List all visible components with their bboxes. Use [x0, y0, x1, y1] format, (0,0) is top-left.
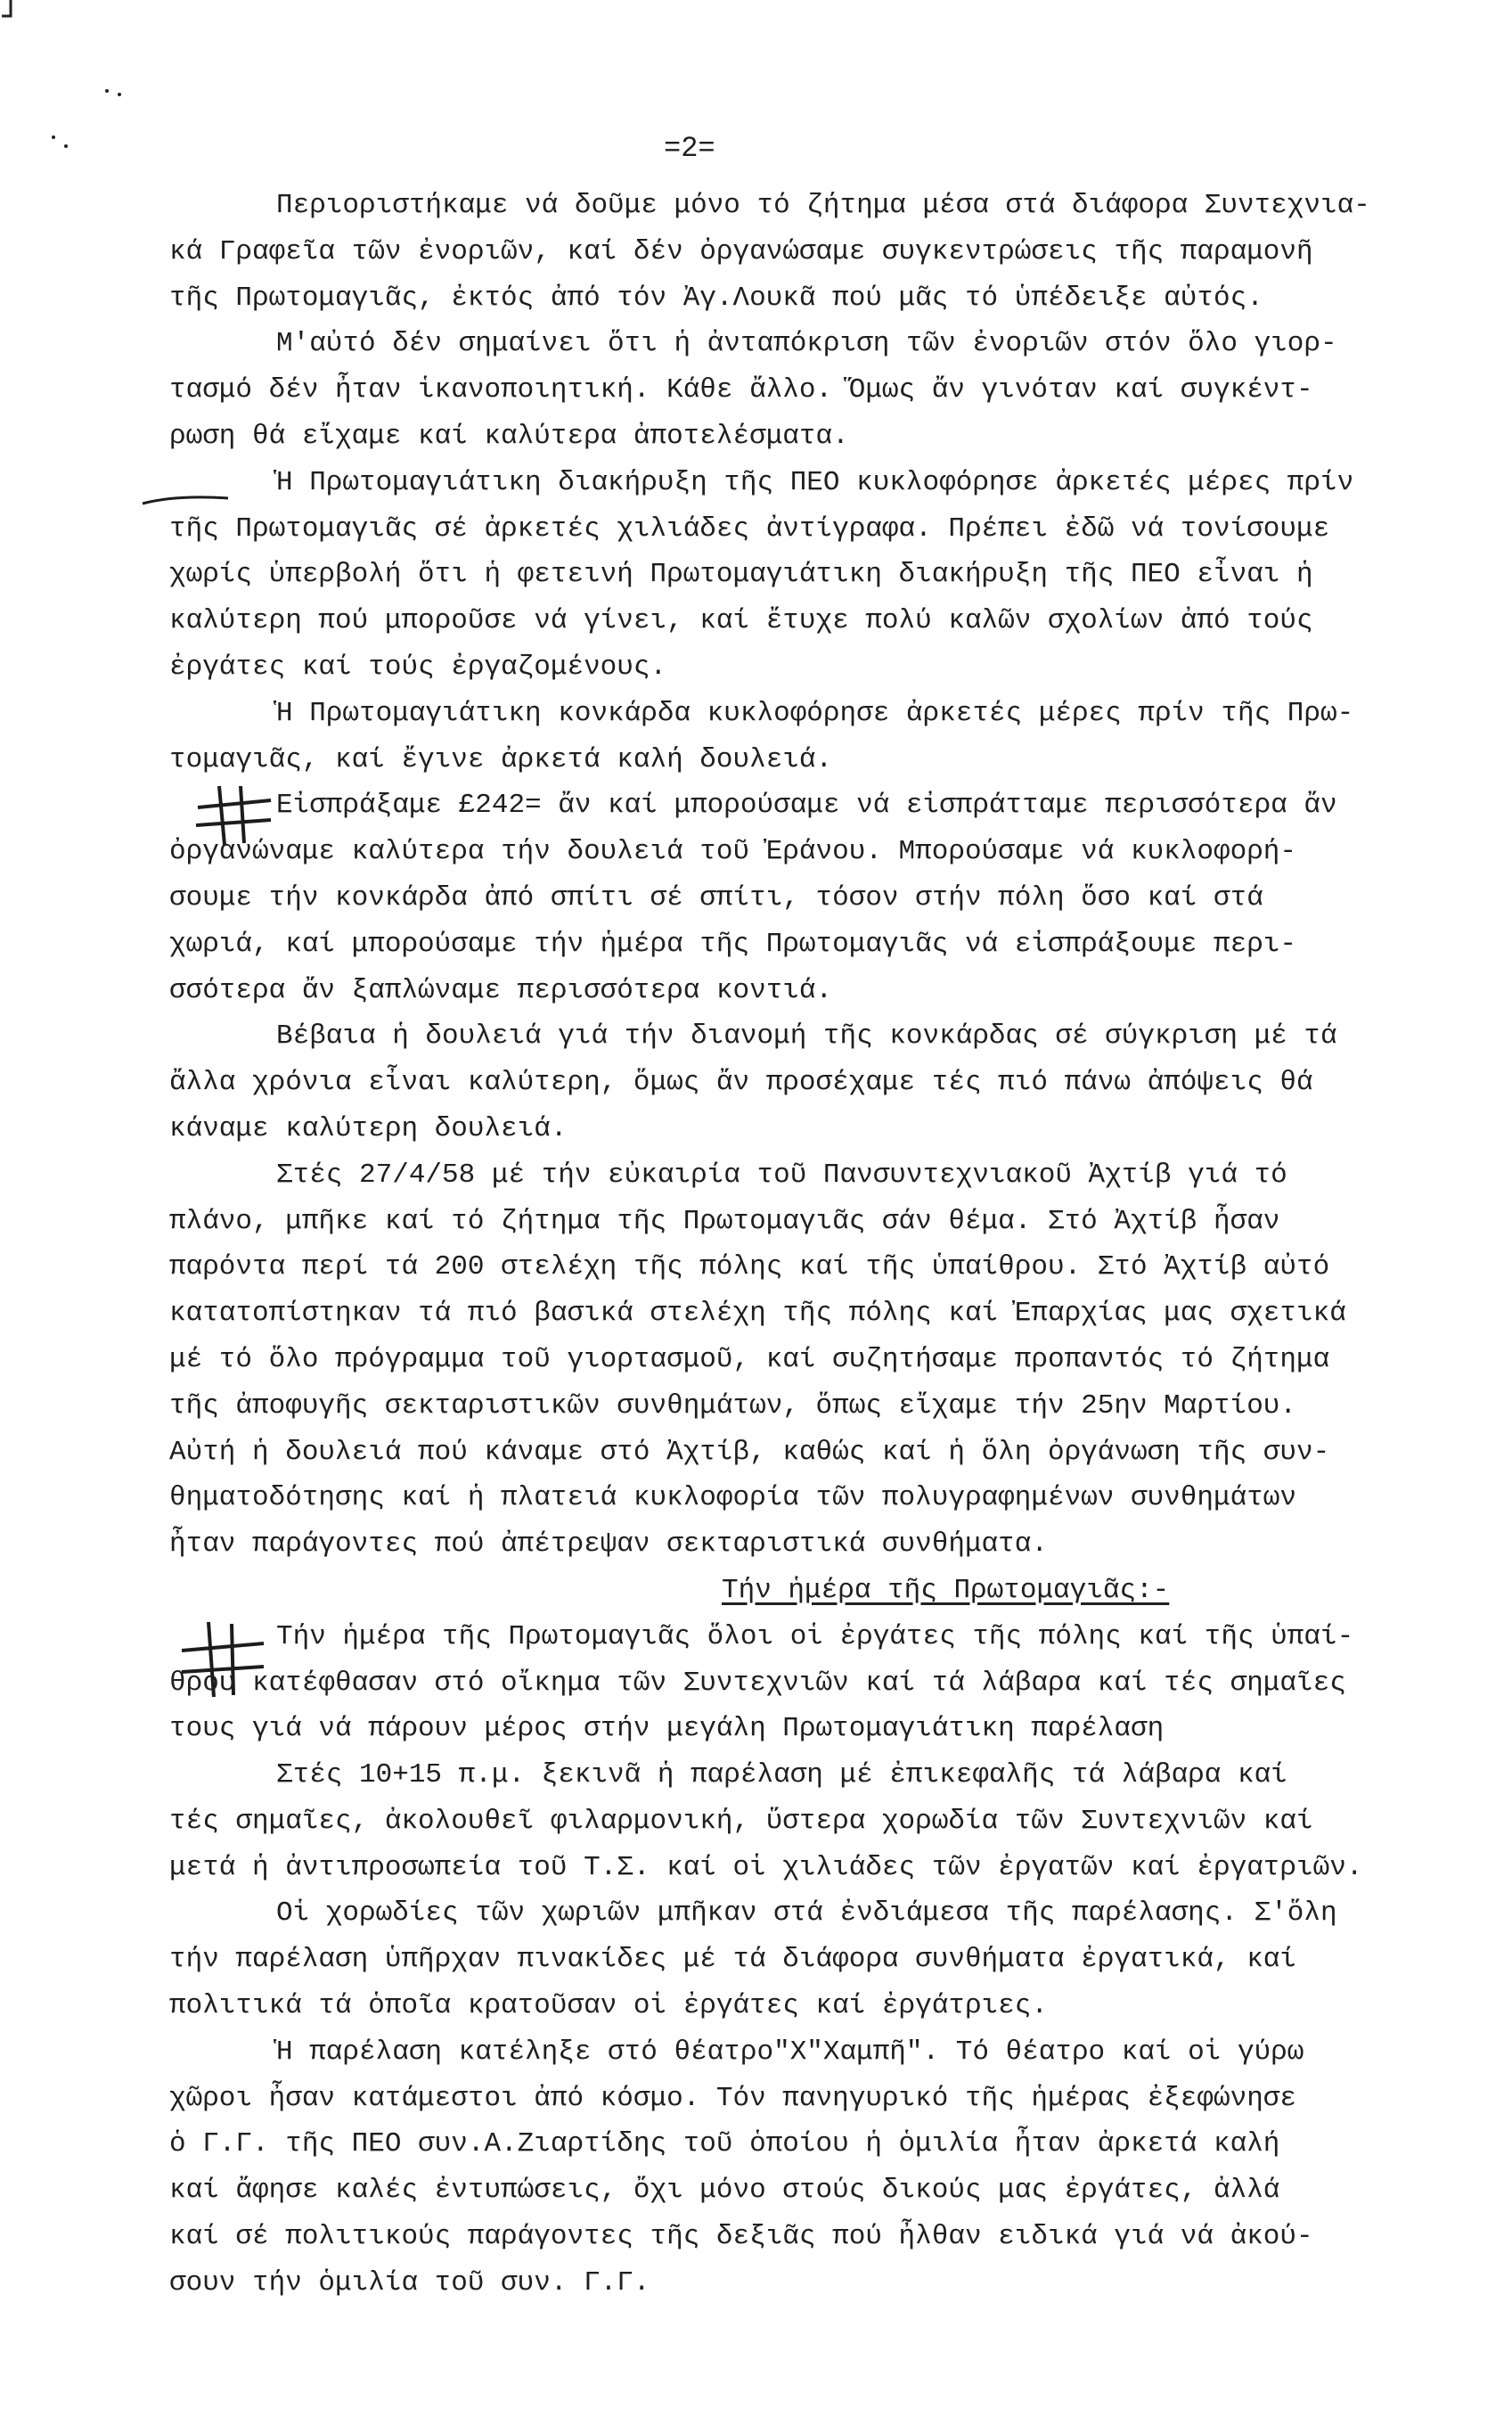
paragraph — [169, 2029, 1497, 2307]
text-line: ρωση θά εἴχαμε καί καλύτερα ἀποτελέσματα. — [169, 420, 849, 452]
text-line: κάναμε καλύτερη δουλειά. — [169, 1112, 568, 1144]
text-line: σσότερα ἄν ξαπλώναμε περισσότερα κοντιά. — [169, 974, 833, 1006]
paragraph — [169, 1752, 1497, 1890]
paragraph — [169, 1890, 1497, 2028]
text-line: καλύτερη πού μποροῦσε νά γίνει, καί ἔτυχε πολύ καλῶν σχολίων ἀπό τούς — [169, 605, 1313, 637]
paragraph — [169, 1152, 1497, 1568]
text-line: Βέβαια ἡ δουλειά γιά τήν διανομή τῆς κονκάρδας σέ σύγκριση μέ τά — [276, 1020, 1337, 1053]
text-line: τομαγιᾶς, καί ἔγινε ἀρκετά καλή δουλειά. — [169, 743, 833, 775]
page-number: =2= — [664, 132, 715, 165]
text-line: χωρίς ὑπερβολή ὅτι ἡ φετεινή Πρωτομαγιάτικη διακήρυξη τῆς ΠΕΟ εἶναι ἡ — [169, 559, 1313, 591]
text-line: Τήν ἡμέρα τῆς Πρωτομαγιᾶς ὅλοι οἱ ἐργάτες τῆς πόλης καί τῆς ὑπαί- — [276, 1620, 1354, 1652]
speck-mark — [105, 89, 109, 93]
text-line: ὁ Γ.Γ. τῆς ΠΕΟ συν.Α.Ζιαρτίδης τοῦ ὁποίου ἡ ὁμιλία ἦταν ἀρκετά καλή — [169, 2128, 1280, 2160]
text-line: πολιτικά τά ὁποῖα κρατοῦσαν οἱ ἐργάτες καί ἐργάτριες. — [169, 1990, 1048, 2022]
text-line: ἐργάτες καί τούς ἐργαζομένους. — [169, 651, 667, 683]
text-line: χῶροι ἦσαν κατάμεστοι ἀπό κόσμο. Τόν πανηγυρικό τῆς ἡμέρας ἐξεφώνησε — [169, 2082, 1297, 2114]
text-line: Μ'αὐτό δέν σημαίνει ὅτι ἡ ἀνταπόκριση τῶν ἐνοριῶν στόν ὅλο γιορ- — [276, 328, 1337, 360]
body-text — [169, 183, 1497, 2307]
speck-mark — [118, 93, 121, 96]
text-line: Περιοριστήκαμε νά δοῦμε μόνο τό ζήτημα μέσα στά διάφορα Συντεχνια- — [276, 190, 1370, 221]
text-line: Ἡ παρέλαση κατέληξε στό θέατρο"Χ"Χαμπῆ". Τό θέατρο καί οἱ γύρω — [276, 2036, 1304, 2068]
paragraph — [169, 321, 1497, 459]
text-line: Αὐτή ἡ δουλειά πού κάναμε στό Ἀχτίβ, καθώς καί ἡ ὅλη ὀργάνωση τῆς συν- — [169, 1436, 1330, 1468]
paragraph — [169, 1614, 1497, 1752]
text-line: μέ τό ὅλο πρόγραμμα τοῦ γιορτασμοῦ, καί συζητήσαμε προπαντός τό ζήτημα — [169, 1343, 1330, 1375]
text-line: καί ἄφησε καλές ἐντυπώσεις, ὄχι μόνο στούς δικούς μας ἐργάτες, ἀλλά — [169, 2175, 1280, 2207]
text-line: τασμό δέν ἦταν ἱκανοποιητική. Κάθε ἄλλο. Ὅμως ἄν γινόταν καί συγκέντ- — [169, 374, 1313, 406]
paragraphs-after — [169, 1614, 1497, 2307]
text-line: θρου κατέφθασαν στό οἴκημα τῶν Συντεχνιῶν καί τά λάβαρα καί τές σημαῖες — [169, 1667, 1346, 1699]
text-line: χωριά, καί μπορούσαμε τήν ἡμέρα τῆς Πρωτομαγιᾶς νά εἰσπράξουμε περι- — [169, 928, 1297, 960]
section-heading: Τήν ἡμέρα τῆς Πρωτομαγιᾶς:- — [722, 1574, 1170, 1606]
text-line: τῆς Πρωτομαγιᾶς σέ ἀρκετές χιλιάδες ἀντίγραφα. Πρέπει ἐδῶ νά τονίσουμε — [169, 512, 1330, 545]
text-line: θηματοδότησης καί ἡ πλατειά κυκλοφορία τῶν πολυγραφημένων συνθημάτων — [169, 1482, 1297, 1514]
corner-mark — [0, 0, 36, 36]
text-line: τῆς Πρωτομαγιᾶς, ἐκτός ἀπό τόν Ἀγ.Λουκᾶ πού μᾶς τό ὑπέδειξε αὐτός. — [169, 282, 1263, 314]
paragraphs-before — [169, 183, 1497, 1568]
paragraph — [169, 691, 1497, 783]
text-line: Ἡ Πρωτομαγιάτικη κονκάρδα κυκλοφόρησε ἀρκετές μέρες πρίν τῆς Πρω- — [276, 697, 1354, 729]
text-line: κά Γραφεῖα τῶν ἐνοριῶν, καί δέν ὀργανώσαμε συγκεντρώσεις τῆς παραμονῆ — [169, 235, 1313, 267]
paragraph — [169, 183, 1497, 321]
text-line: Εἰσπράξαμε £242= ἄν καί μπορούσαμε νά εἰσπράτταμε περισσότερα ἄν — [276, 790, 1337, 822]
text-line: ἦταν παράγοντες πού ἀπέτρεψαν σεκταριστικά συνθήματα. — [169, 1528, 1048, 1561]
text-line: τήν παρέλαση ὑπῆρχαν πινακίδες μέ τά διάφορα συνθήματα ἐργατικά, καί — [169, 1944, 1297, 1976]
text-line: Στές 27/4/58 μέ τήν εὐκαιρία τοῦ Πανσυντεχνιακοῦ Ἀχτίβ γιά τό — [276, 1159, 1287, 1191]
speck-mark — [64, 144, 68, 148]
text-line: παρόντα περί τά 200 στελέχη τῆς πόλης καί τῆς ὑπαίθρου. Στό Ἀχτίβ αὐτό — [169, 1251, 1330, 1283]
text-line: ὀργανώναμε καλύτερα τήν δουλειά τοῦ Ἐράνου. Μπορούσαμε νά κυκλοφορή- — [169, 836, 1297, 868]
text-line: Οἱ χορωδίες τῶν χωριῶν μπῆκαν στά ἐνδιάμεσα τῆς παρέλασης. Σ'ὅλη — [276, 1897, 1337, 1930]
text-line: καί σέ πολιτικούς παράγοντες τῆς δεξιᾶς πού ἦλθαν ειδικά γιά νά ἀκού- — [169, 2221, 1313, 2253]
text-line: σουν τήν ὁμιλία τοῦ συν. Γ.Γ. — [169, 2266, 650, 2298]
text-line: τές σημαῖες, ἀκολουθεῖ φιλαρμονική, ὕστερα χορωδία τῶν Συντεχνιῶν καί — [169, 1805, 1313, 1837]
paragraph — [169, 783, 1497, 1013]
text-line: κατατοπίστηκαν τά πιό βασικά στελέχη τῆς πόλης καί Ἐπαρχίας μας σχετικά — [169, 1298, 1346, 1330]
text-line: τῆς ἀποφυγῆς σεκταριστικῶν συνθημάτων, ὅπως εἴχαμε τήν 25ην Μαρτίου. — [169, 1389, 1297, 1422]
paragraph — [169, 460, 1497, 691]
text-line: Ἡ Πρωτομαγιάτικη διακήρυξη τῆς ΠΕΟ κυκλοφόρησε ἀρκετές μέρες πρίν — [276, 466, 1354, 498]
text-line: μετά ἡ ἀντιπροσωπεία τοῦ Τ.Σ. καί οἱ χιλιάδες τῶν ἐργατῶν καί ἐργατριῶν. — [169, 1851, 1363, 1883]
text-line: τους γιά νά πάρουν μέρος στήν μεγάλη Πρωτομαγιάτικη παρέλαση — [169, 1713, 1165, 1745]
paragraph — [169, 1013, 1497, 1151]
text-line: πλάνο, μπῆκε καί τό ζήτημα τῆς Πρωτομαγιᾶς σάν θέμα. Στό Ἀχτίβ ἦσαν — [169, 1205, 1280, 1237]
text-line: Στές 10+15 π.μ. ξεκινᾶ ἡ παρέλαση μέ ἐπικεφαλῆς τά λάβαρα καί — [276, 1759, 1287, 1791]
speck-mark — [52, 135, 55, 139]
text-line: ἄλλα χρόνια εἶναι καλύτερη, ὅμως ἄν προσέχαμε τές πιό πάνω ἀπόψεις θά — [169, 1067, 1313, 1099]
section-heading-row — [169, 1568, 1497, 1614]
text-line: σουμε τήν κονκάρδα ἀπό σπίτι σέ σπίτι, τόσον στήν πόλη ὅσο καί στά — [169, 881, 1263, 914]
